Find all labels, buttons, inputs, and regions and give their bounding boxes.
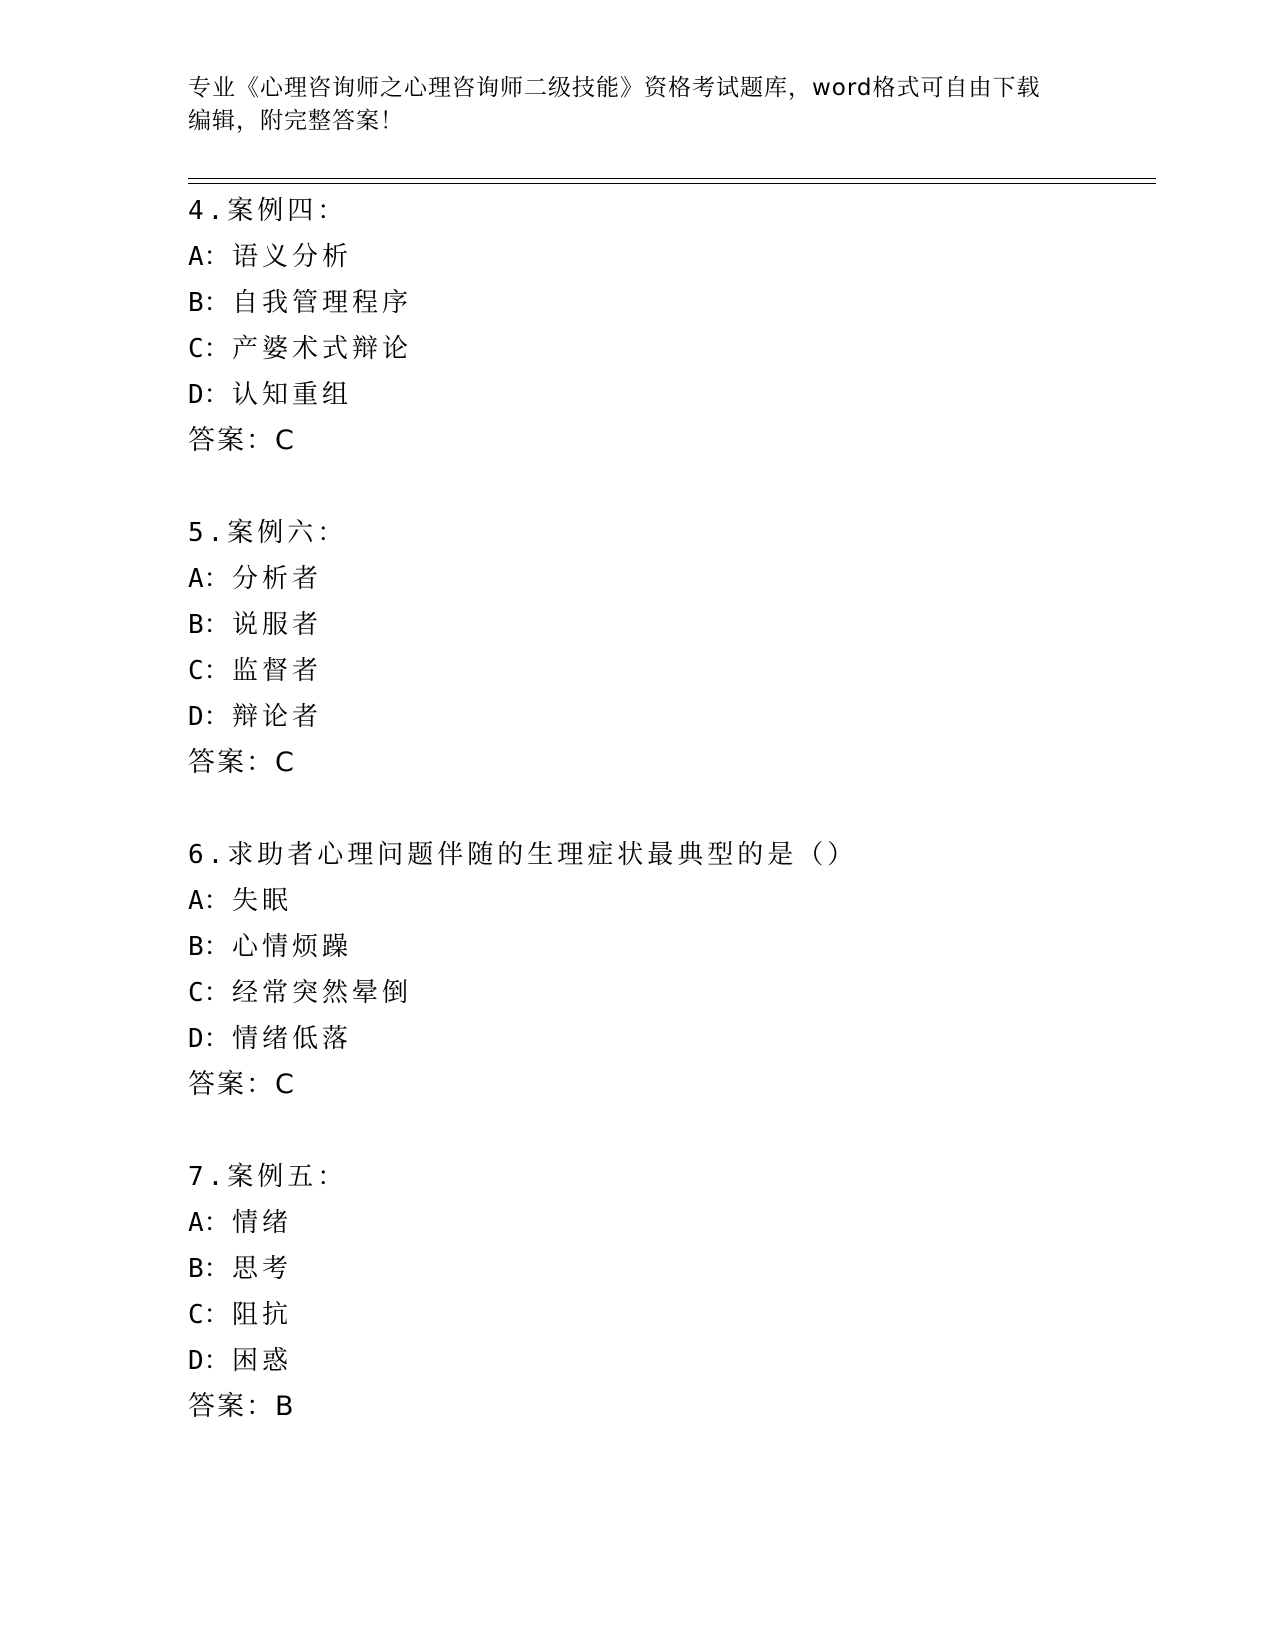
option-label: D： <box>188 380 230 410</box>
option-c <box>188 1292 1148 1338</box>
header-divider-top <box>188 178 1156 179</box>
option-b <box>188 280 1148 326</box>
option-b <box>188 602 1148 648</box>
answer-line: 答案：B <box>188 1391 296 1422</box>
option-d <box>188 1338 1148 1384</box>
option-text: 情绪低落 <box>232 1024 353 1054</box>
option-text: 阻抗 <box>232 1300 293 1330</box>
question-item <box>188 188 1148 464</box>
answer-line: 答案：C <box>188 747 296 778</box>
option-d <box>188 372 1148 418</box>
option-label: C： <box>188 656 230 686</box>
option-text: 监督者 <box>232 656 323 686</box>
option-text: 说服者 <box>232 610 323 640</box>
option-label: B： <box>188 610 230 640</box>
option-text: 经常突然晕倒 <box>232 978 413 1008</box>
answer-line: 答案：C <box>188 425 296 456</box>
option-a <box>188 878 1148 924</box>
option-text: 思考 <box>232 1254 293 1284</box>
option-d <box>188 694 1148 740</box>
option-label: A： <box>188 564 230 594</box>
option-c <box>188 970 1148 1016</box>
question-item <box>188 1154 1148 1430</box>
option-label: C： <box>188 334 230 364</box>
question-item <box>188 510 1148 786</box>
document-header <box>188 72 1088 138</box>
header-line-2: 编辑，附完整答案！ <box>188 108 404 134</box>
option-text: 心情烦躁 <box>232 932 353 962</box>
option-a <box>188 234 1148 280</box>
option-label: A： <box>188 242 230 272</box>
option-label: D： <box>188 1024 230 1054</box>
question-stem: 5.案例六： <box>188 518 348 548</box>
option-a <box>188 556 1148 602</box>
option-a <box>188 1200 1148 1246</box>
option-text: 辩论者 <box>232 702 323 732</box>
option-label: D： <box>188 1346 230 1376</box>
option-label: B： <box>188 932 230 962</box>
option-text: 情绪 <box>232 1208 293 1238</box>
option-label: D： <box>188 702 230 732</box>
option-text: 分析者 <box>232 564 323 594</box>
option-b <box>188 1246 1148 1292</box>
question-stem: 7.案例五： <box>188 1162 348 1192</box>
question-stem: 6.求助者心理问题伴随的生理症状最典型的是（） <box>188 840 858 870</box>
option-text: 认知重组 <box>232 380 353 410</box>
option-c <box>188 326 1148 372</box>
answer-line: 答案：C <box>188 1069 296 1100</box>
question-item <box>188 832 1148 1108</box>
header-divider-bottom <box>188 183 1156 184</box>
option-text: 自我管理程序 <box>232 288 413 318</box>
option-text: 困惑 <box>232 1346 293 1376</box>
option-text: 产婆术式辩论 <box>232 334 413 364</box>
option-c <box>188 648 1148 694</box>
option-label: B： <box>188 1254 230 1284</box>
option-label: A： <box>188 886 230 916</box>
question-stem: 4.案例四： <box>188 196 348 226</box>
option-label: B： <box>188 288 230 318</box>
option-label: C： <box>188 978 230 1008</box>
option-text: 语义分析 <box>232 242 353 272</box>
option-d <box>188 1016 1148 1062</box>
question-list <box>188 188 1148 1430</box>
header-line-1: 专业《心理咨询师之心理咨询师二级技能》资格考试题库，word格式可自由下载 <box>188 75 1041 101</box>
option-label: C： <box>188 1300 230 1330</box>
option-b <box>188 924 1148 970</box>
option-text: 失眠 <box>232 886 293 916</box>
option-label: A： <box>188 1208 230 1238</box>
